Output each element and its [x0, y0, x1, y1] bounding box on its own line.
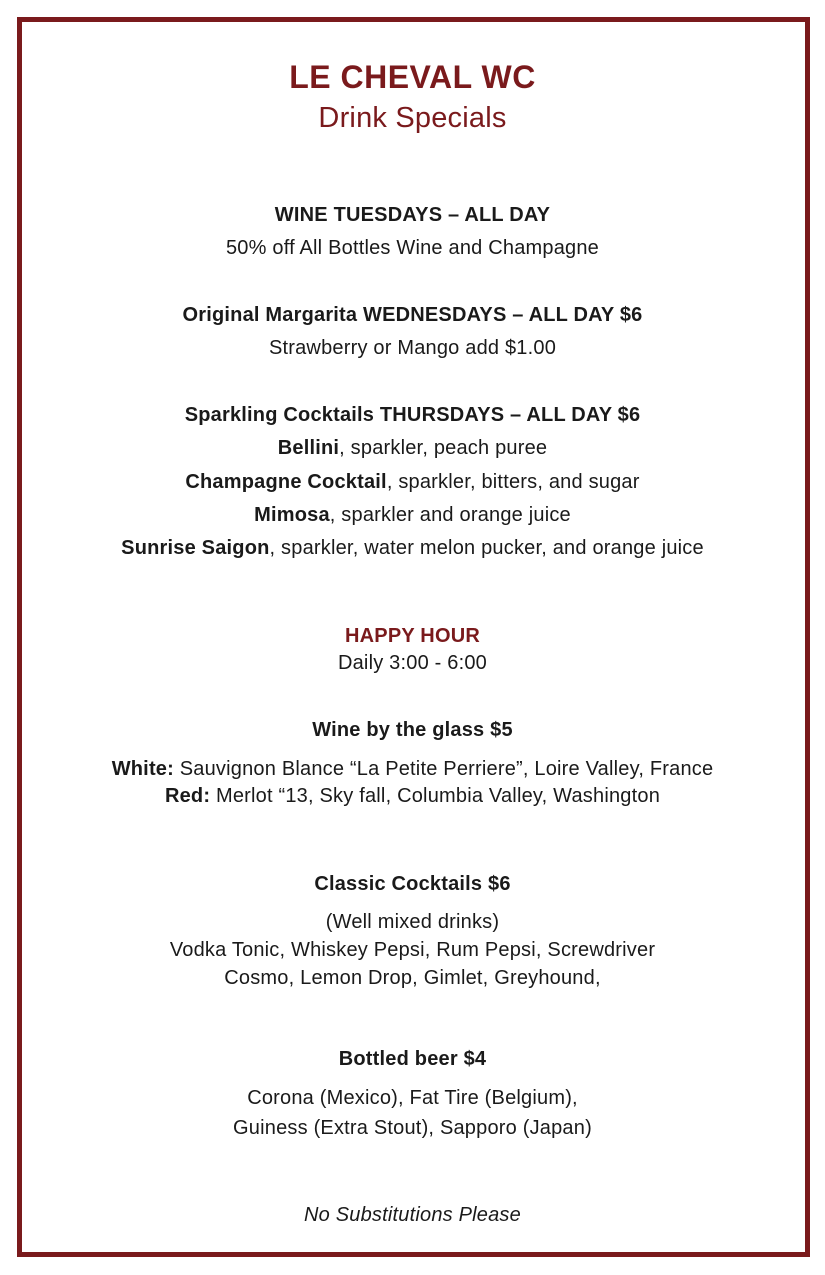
margarita-wednesdays-detail: Strawberry or Mango add $1.00 — [268, 337, 557, 359]
white-wine-desc: Sauvignon Blance “La Petite Perriere”, Loire Valley, France — [173, 758, 714, 780]
bottled-beer-line: Corona (Mexico), Fat Tire (Belgium), — [247, 1087, 578, 1109]
sparkling-item — [0, 536, 825, 560]
item-desc: , sparkler, bitters, and sugar — [386, 471, 640, 493]
happy-hour-times: Daily 3:00 - 6:00 — [337, 652, 488, 674]
white-wine-line — [0, 757, 825, 781]
item-name: Mimosa — [254, 504, 330, 526]
item-desc: , sparkler and orange juice — [329, 504, 571, 526]
classic-cocktails-line: Vodka Tonic, Whiskey Pepsi, Rum Pepsi, Screwdriver — [169, 939, 656, 961]
sparkling-item — [0, 470, 825, 494]
item-name: Bellini — [277, 437, 340, 459]
wine-glass-heading: Wine by the glass $5 — [312, 719, 513, 741]
red-wine-line — [0, 784, 825, 808]
item-name: Sunrise Saigon — [121, 537, 270, 559]
item-desc: , sparkler, peach puree — [339, 437, 548, 459]
bottled-beer-line: Guiness (Extra Stout), Sapporo (Japan) — [233, 1117, 592, 1139]
classic-cocktails-heading: Classic Cocktails $6 — [314, 873, 511, 895]
page-subtitle: Drink Specials — [318, 102, 507, 134]
happy-hour-heading: HAPPY HOUR — [345, 625, 480, 647]
white-wine-label: White: — [111, 758, 174, 780]
sparkling-thursdays-heading: Sparkling Cocktails THURSDAYS – ALL DAY $6 — [184, 404, 641, 426]
sparkling-item — [0, 436, 825, 460]
footer-note: No Substitutions Please — [304, 1204, 521, 1226]
red-wine-label: Red: — [164, 785, 211, 807]
wine-tuesdays-detail: 50% off All Bottles Wine and Champagne — [225, 237, 599, 259]
classic-cocktails-line: Cosmo, Lemon Drop, Gimlet, Greyhound, — [224, 967, 601, 989]
classic-cocktails-line: (Well mixed drinks) — [325, 911, 500, 933]
item-name: Champagne Cocktail — [185, 471, 387, 493]
wine-tuesdays-heading: WINE TUESDAYS – ALL DAY — [274, 204, 551, 226]
item-desc: , sparkler, water melon pucker, and orange juice — [269, 537, 704, 559]
margarita-wednesdays-heading: Original Margarita WEDNESDAYS – ALL DAY $6 — [182, 304, 643, 326]
bottled-beer-heading: Bottled beer $4 — [338, 1048, 487, 1070]
restaurant-name: LE CHEVAL WC — [289, 59, 536, 95]
sparkling-item — [0, 503, 825, 527]
red-wine-desc: Merlot “13, Sky fall, Columbia Valley, Washington — [210, 785, 661, 807]
